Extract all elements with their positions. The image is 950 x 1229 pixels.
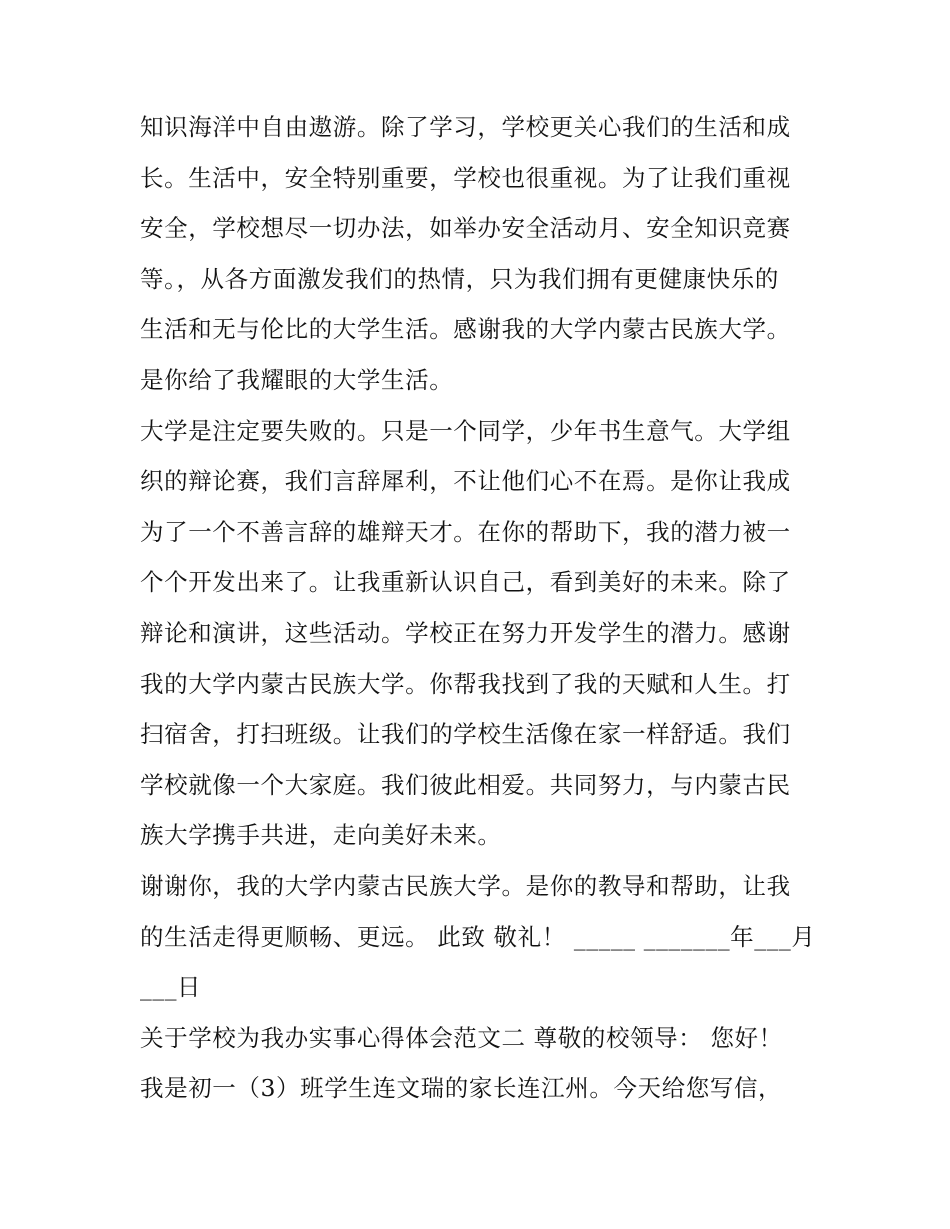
text-line: 安全，学校想尽一切办法，如举办安全活动月、安全知识竞赛 <box>140 214 791 243</box>
text-line: 大学是注定要失败的。只是一个同学，少年书生意气。大学组 <box>140 416 791 445</box>
text-line: 知识海洋中自由遨游。除了学习，学校更关心我们的生活和成 <box>140 113 791 141</box>
text-line: 生活和无与伦比的大学生活。感谢我的大学内蒙古民族大学。 <box>140 315 791 344</box>
text-line: 我的大学内蒙古民族大学。你帮我找到了我的天赋和人生。打 <box>140 669 791 698</box>
text-line: 是你给了我耀眼的大学生活。 <box>140 365 454 394</box>
text-line: 的生活走得更顺畅、更远。 此致 敬礼！ _____ _______年___月 <box>140 922 816 951</box>
text-line: 我是初一（3）班学生连文瑞的家长连江州。今天给您写信， <box>140 1074 783 1103</box>
text-line: 谢谢你，我的大学内蒙古民族大学。是你的教导和帮助，让我 <box>140 871 791 900</box>
text-line: 为了一个不善言辞的雄辩天才。在你的帮助下，我的潜力被一 <box>140 517 791 546</box>
text-line: 关于学校为我办实事心得体会范文二 尊敬的校领导： 您好！ <box>140 1023 783 1052</box>
text-line: 族大学携手共进，走向美好未来。 <box>140 821 502 850</box>
text-line: 等。，从各方面激发我们的热情，只为我们拥有更健康快乐的 <box>140 264 779 293</box>
text-line: 个个开发出来了。让我重新认识自己，看到美好的未来。除了 <box>140 568 791 597</box>
text-line: 长。生活中，安全特别重要，学校也很重视。为了让我们重视 <box>140 163 791 192</box>
body-text <box>140 102 820 1114</box>
text-line: 学校就像一个大家庭。我们彼此相爱。共同努力，与内蒙古民 <box>140 770 791 799</box>
text-line: 织的辩论赛，我们言辞犀利，不让他们心不在焉。是你让我成 <box>140 467 791 496</box>
text-line: 辩论和演讲，这些活动。学校正在努力开发学生的潜力。感谢 <box>140 618 791 647</box>
text-line: 扫宿舍，打扫班级。让我们的学校生活像在家一样舒适。我们 <box>140 720 791 749</box>
text-line: ___日 <box>140 973 202 1002</box>
